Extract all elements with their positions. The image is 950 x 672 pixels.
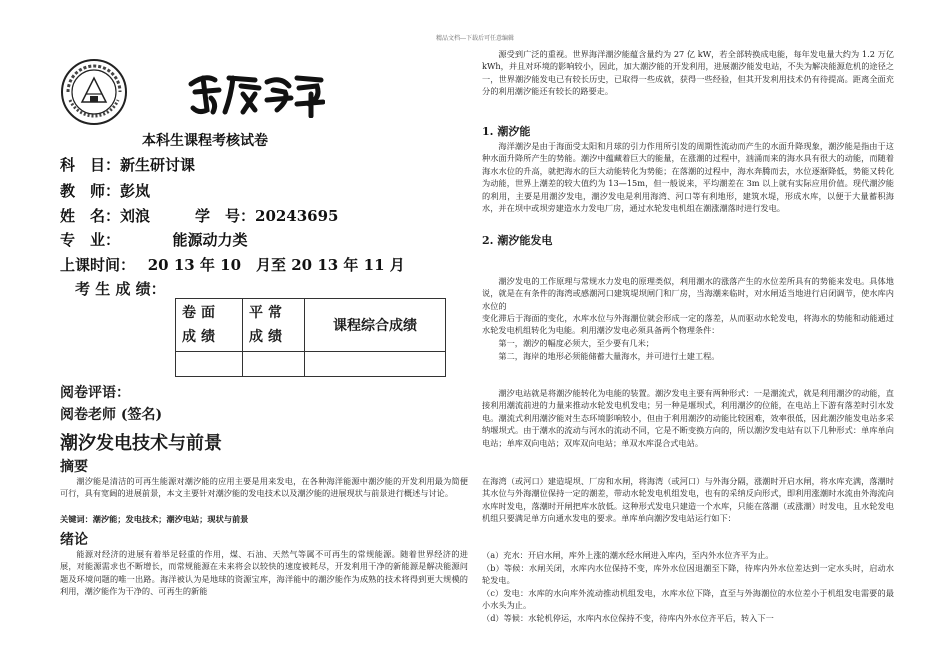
score-table (175, 298, 446, 377)
score-cell-regular (243, 352, 305, 377)
exam-title: 本科生课程考核试卷 (142, 133, 268, 149)
course-line: 科 目：新生研讨课 (60, 156, 196, 174)
reviewer-signature-label: 阅卷老师 (签名) (60, 407, 163, 423)
university-seal-logo (60, 58, 128, 126)
intro-text: 能源对经济的进展有着举足轻重的作用，煤、石油、天然气等属不可再生的常规能源。随着世界经济的进展，对能源需求也不断增长，而常规能源在未来将会以较快的速度被耗尽，开发利用干净的新能源是解决能源问题及环境问题的唯一出路。海洋被认为是地球的资源宝库，海洋能中的潮汐能作为成熟的技术将得到更大规模的利用，潮汐能作为干净的、可再生的新能 (60, 549, 468, 597)
header-note: 精品文档---下载后可任意编辑 (435, 35, 515, 42)
condition-2: 第二，海岸的地形必须能储蓄大量海水，并可进行土建工程。 (498, 351, 720, 361)
intro-heading: 绪论 (60, 532, 88, 548)
section-2-paragraph-1: 潮汐发电的工作原理与常规水力发电的原理类似，利用潮水的涨落产生的水位差所具有的势能来发电。具体地说，就是在有条件的海湾或感潮河口建筑堤坝闸门和厂房，当海潮来临时，对水闸适当地进行启闭调节，使水库内水位的 (482, 276, 894, 311)
operation-c: （c）发电：水库的水向库外流动推动机组发电，水库水位下降，直至与外海潮位的水位差小于机组发电需要的最小水头为止。 (482, 588, 894, 611)
operation-b: （b）等候：水闸关闭，水库内水位保持不变，库外水位因退潮至下降，待库内外水位差达到一定水头时，启动水轮发电。 (482, 563, 894, 586)
university-calligraphy-wordmark (185, 70, 325, 118)
keywords: 关键词：潮汐能；发电技术；潮汐电站；现状与前景 (60, 514, 249, 524)
intro-continued: 源受到广泛的重视。世界海洋潮汐能蕴含量约为 27 亿 kW，若全部转换成电能，每年发电量大约为 1.2 万亿 kWh，并且对环境的影响较小，因此，加大潮汐能的开发利用，进展潮汐能发电站，不失为解决能源危机的途径之一，世界潮汐能发电已有较长历史，已取得一些成就，获得一些经验，但其开发利用技术仍有待提高。距离全面充分的利用潮汐能还有较长的路要走。 (482, 49, 894, 97)
score-cell-exam (176, 352, 243, 377)
paper-title: 潮汐发电技术与前景 (60, 433, 222, 454)
operation-d: （d）等候：水轮机停运，水库内水位保持不变，待库内外水位齐平后，转入下一 (482, 613, 774, 623)
section-2-paragraph-1b: 变化滞后于海面的变化，水库水位与外海潮位就会形成一定的落差，从而驱动水轮发电，将海水的势能和动能通过水轮发电机组转化为电能。利用潮汐发电必须具备两个物理条件： (482, 313, 894, 336)
score-header-total: 课程综合成绩 (305, 299, 446, 352)
score-header-regular: 平常成绩 (243, 299, 305, 352)
review-comment-label: 阅卷评语： (60, 385, 130, 401)
abstract-heading: 摘要 (60, 459, 88, 475)
score-header-exam: 卷面成绩 (176, 299, 243, 352)
class-time-line: 上课时间： 20 13 年 10 月至 20 13 年 11 月 (60, 256, 405, 274)
section-1-text: 海洋潮汐是由于海面受太阳和月球的引力作用所引发的周期性流动而产生的水面升降现象，潮汐能是指由于这种水面升降所产生的势能。潮汐中蕴藏着巨大的能量，在涨潮的过程中，汹涌而来的海水具有很大的动能，而随着海水水位的升高，就把海水的巨大动能转化为势能；在落潮的过程中，海水奔腾而去，水位逐渐降低，势能又转化为动能，世界上潮差的较大值约为 13—15m，但一般说来，平均潮差在 3m 以上就有实际应用价值。现代潮汐能的利用，主要是用潮汐发电，潮汐发电是利用海湾、河口等有利地形，建筑水堤，形成水库，以便于大量蓄积海水，并在坝中或坝旁建造水力发电厂房，通过水轮发电机组在潮涨潮落时进行发电。 (482, 141, 894, 214)
major-line: 专 业： 能源动力类 (60, 231, 248, 249)
student-line: 姓 名：刘浪 学 号：20243695 (60, 207, 339, 225)
score-label: 考 生 成 绩： (75, 280, 166, 298)
section-2-heading: 2. 潮汐能发电 (482, 234, 553, 247)
section-1-heading: 1. 潮汐能 (482, 125, 531, 138)
operation-a: （a）充水：开启水闸，库外上涨的潮水经水闸进入库内，至内外水位齐平为止。 (482, 550, 774, 560)
abstract-text: 潮汐能是清洁的可再生能源对潮汐能的应用主要是用来发电，在各种海洋能源中潮汐能的开发利用最为简便可行，具有宽阔的进展前景，本文主要针对潮汐能的发电技术以及潮汐能的进展现状与前景进行概述与讨论。 (60, 476, 468, 499)
section-2-paragraph-2: 潮汐电站就是将潮汐能转化为电能的装置。潮汐发电主要有两种形式：一是潮流式，就是利用潮汐的动能，直接利用潮流前进的力量来推动水轮发电机发电；另一种是堰坝式，利用潮汐的位能，在电站上下游有落差时引水发电。潮流式利用潮汐能对生态环境影响较小，但由于利用潮汐的动能比较困难，效率很低，因此潮汐能发电站多采纳堰坝式。由于潮水的流动与河水的流动不同，它是不断变换方向的，所以潮汐发电站有以下几种形式：单库单向电站；单库双向电站；双库双向电站；单双水库混合式电站。 (482, 388, 894, 448)
condition-1: 第一，潮汐的幅度必须大，至少要有几米； (498, 338, 654, 348)
section-2-paragraph-3: 在海湾（或河口）建造堤坝、厂房和水闸，将海湾（或河口）与外海分隔，涨潮时开启水闸，将水库充满，落潮时其水位与外海潮位保持一定的潮差，带动水轮发电机组发电，也有的采纳反向形式，即利用涨潮时水流由外海流向水库时发电，落潮时开闸把库水放低。这种形式发电只建造一个水库，只能在落潮（或涨潮）时发电，且水轮发电机组只要满足单方向通水发电的要求。单库单向潮汐发电站运行如下： (482, 476, 894, 524)
score-cell-total (305, 352, 446, 377)
teacher-line: 教 师：彭岚 (60, 182, 151, 200)
